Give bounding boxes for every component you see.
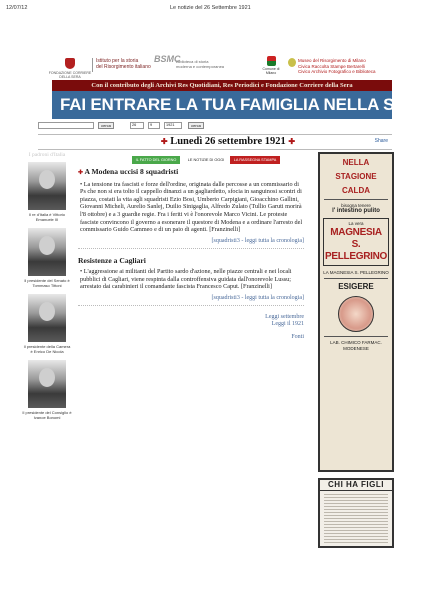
museo-line3: Civico Archivio Fotografico e Biblioteca [298,69,376,74]
caption-senate: Il presidente del Senato è Tommaso Tittoni [24,278,70,288]
museo-logo[interactable] [298,58,376,75]
ad-seal-icon [338,296,374,332]
footer-links [78,314,304,341]
caption-chamber: Il presidente della Camera è Enrico De Nicola [23,344,71,354]
caption-council: Il presidente del Consiglio è Ivanoe Bonomi [22,410,72,420]
advertisement-magnesia[interactable] [318,152,394,472]
museo-line2: Civica Raccolta Stampe Bertarelli [298,63,365,69]
chronology-link[interactable]: [squadristi3 - leggi tutta la cronologia] [211,237,304,244]
leggi-anno-link[interactable]: Leggi il 1921 [271,321,304,328]
bsmc-mark-icon: BSMC [154,54,181,64]
ad-text-2: l' intestino pulito [332,207,380,214]
caption-king: Il re d'Italia è Vittorio Emanuele III [28,212,66,222]
bullet-arrow-icon: ✚ [78,170,85,176]
year-select[interactable]: 1921 [164,122,182,129]
ad-headline-3: CALDA [342,186,370,195]
article-title-text: Resistenze a Cagliari [78,256,146,266]
ad-text-1: bisogna tenere [341,203,371,208]
fondazione-label: FONDAZIONE CORRIERE DELLA SERA [48,71,92,79]
ad-rule [324,199,388,200]
article-title [78,257,304,265]
biblioteca-line2: moderna e contemporanea [176,64,225,69]
milano-crest-icon [267,56,276,66]
sidebar [22,152,72,426]
logo-divider [92,58,93,72]
print-title: Le notizie del 26 Settembre 1921 [170,5,251,11]
divider [78,305,304,306]
ad-rule [324,336,388,337]
contributors-banner: Con il contributo degli Archivi Res Quotidiani, Res Periodici e Fondazione Corriere della Sera [52,80,392,91]
date-title: Lunedì 26 settembre 1921 [170,136,286,147]
share-link[interactable]: Share [374,138,388,144]
search-button[interactable]: cerca [98,122,114,129]
ad-rule [324,278,388,279]
chronology-link[interactable]: [squadristi3 - leggi tutta la cronologia] [211,294,304,301]
next-day-icon[interactable]: ✚ [288,137,296,146]
portrait-senate [28,228,66,276]
comune-label: Comune di Milano [262,67,280,75]
print-date: 12/07/12 [6,5,28,11]
tab-fatto-del-giorno[interactable]: IL FATTO DEL GIORNO [132,156,180,164]
sidebar-title: I padroni d'Italia [28,152,66,158]
advertisement-chi-ha-figli[interactable] [318,478,394,548]
istituto-logo[interactable] [96,58,151,70]
comune-milano-logo[interactable] [262,56,280,75]
article-title [78,168,304,178]
main-content [78,168,304,341]
ad-product-1: MAGNESIA [330,226,382,238]
ad2-title: CHI HA FIGLI [320,480,392,491]
biblioteca-logo[interactable] [154,54,225,69]
date-search-button[interactable]: cerca [188,122,204,129]
leggi-settembre-link[interactable]: Leggi settembre [265,314,304,321]
ad-headline-1: NELLA [342,158,370,167]
fonti-link[interactable]: Fonti [291,334,304,341]
tab-rassegna-stampa[interactable]: LA RASSEGNA STAMPA [230,156,280,164]
day-select[interactable]: 26 [130,122,144,129]
article-body: • L'aggressione ai militanti del Partito sardo d'azione, nelle piazze centrali e nei locali pubblici di Cagliari, viene respinta dalla controffensiva guidata dall'onorevole Lussu; arrestato dai carabinieri il comandante fascista Francesco Caput. [Franzinelli] [80,267,292,291]
prev-day-icon[interactable]: ✚ [160,137,168,146]
page-title [128,136,328,147]
museo-line1: Museo del Risorgimento di Milano [298,58,366,63]
article-title-text: A Modena uccisi 8 squadristi [84,167,179,176]
ad-text-4: LA MAGNESIA S. PELLEGRINO [323,269,389,275]
ad-esigere: ESIGERE [338,282,374,291]
fondazione-logo[interactable] [48,58,92,79]
ad-headline-2: STAGIONE [335,172,377,181]
museo-icon [288,58,296,67]
main-title-banner[interactable]: FAI ENTRARE LA TUA FAMIGLIA NELLA STORIA [52,91,392,119]
portrait-council [28,360,66,408]
ad-lab: LAB. CHIMICO FARMAC. MODENESE [330,340,382,351]
print-header [0,0,436,14]
istituto-line1: Istituto per la storia [96,58,139,64]
portrait-chamber [28,294,66,342]
article-body: • La tensione tra fascisti e forze dell'ordine, originata dalle percosse a un commissario di Ps che non si era tolto il cappello dinanzi a un gagliardetto, sfocia in sanguinosi scontri di piazza, costati la vita agli squadristi Ezio Bosi, Umberto Carpigiani, Gioacchino Gallini, Giovanni Micheli, Aurelio Sanlej, Duilio Sinigaglia, Alfredo Zulato (Tullio Garuti morirà l'8 ottobre) e a 3 guardie regie. Fra i feriti vi è l'onorevole Marco Vicini. Le proteste fasciste convincono il governo a esonerare il questore di Modena e a ordinare l'arresto del commissario Guido Cammeo e di un paio di agenti. [Franzinelli] [80,180,303,234]
fondazione-crest-icon [65,58,75,69]
month-select[interactable]: 9 [148,122,160,129]
portrait-king [28,162,66,210]
istituto-line2: del Risorgimento italiano [96,64,151,70]
ad-product-box [323,218,389,266]
biblioteca-line1: Biblioteca di storia [176,59,209,64]
date-bar [38,134,392,150]
ad2-text-block [324,494,388,544]
ad-product-2: S. PELLEGRINO [325,238,388,262]
tab-notizie-di-oggi[interactable]: LE NOTIZIE DI OGGI [187,158,225,162]
ad-text-3: La vera [348,221,364,226]
divider [78,248,304,249]
search-input[interactable] [38,122,94,129]
